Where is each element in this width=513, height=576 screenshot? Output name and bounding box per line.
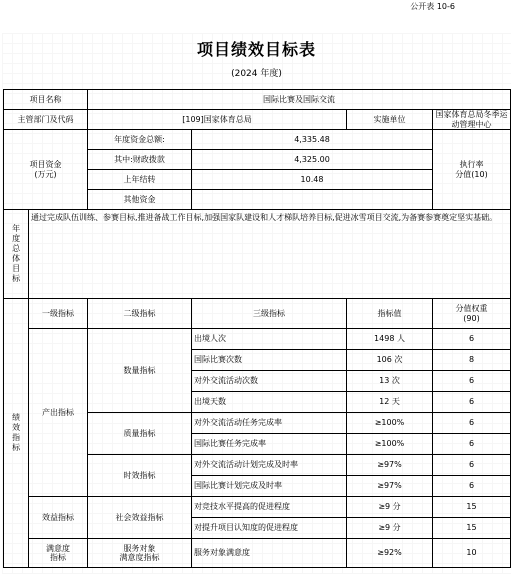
indicator-header: 指标值 xyxy=(347,299,433,329)
indicator-header: 一级指标 xyxy=(29,299,88,329)
performance-target-table xyxy=(3,89,511,568)
project-name-value: 国际比赛及国际交流 xyxy=(88,90,511,110)
level2-indicator: 数量指标 xyxy=(88,329,192,413)
indicator-weight: 6 xyxy=(433,371,511,392)
indicator-value: ≥100% xyxy=(347,413,433,434)
level2-indicator: 服务对象 满意度指标 xyxy=(88,539,192,568)
level2-indicator: 质量指标 xyxy=(88,413,192,455)
impl-label: 实施单位 xyxy=(347,110,433,130)
level3-indicator: 服务对象满意度 xyxy=(192,539,347,568)
level3-indicator: 出境天数 xyxy=(192,392,347,413)
impl-value: 国家体育总局冬季运动管理中心 xyxy=(433,110,511,130)
indicator-header: 分值权重 (90) xyxy=(433,299,511,329)
indicator-value: ≥97% xyxy=(347,476,433,497)
level3-indicator: 国际比赛次数 xyxy=(192,350,347,371)
dept-label: 主管部门及代码 xyxy=(4,110,88,130)
funds-row-value: 4,325.00 xyxy=(192,150,433,170)
indicator-weight: 6 xyxy=(433,392,511,413)
indicator-weight: 8 xyxy=(433,350,511,371)
indicator-value: ≥97% xyxy=(347,455,433,476)
indicator-header: 三级指标 xyxy=(192,299,347,329)
level1-indicator: 产出指标 xyxy=(29,329,88,497)
indicators-section-label: 绩效指标 xyxy=(4,299,29,568)
funds-row-value xyxy=(192,190,433,210)
overall-goal-label: 年度总体目标 xyxy=(4,210,29,299)
level3-indicator: 对竞技水平提高的促进程度 xyxy=(192,497,347,518)
overall-goal-text: 通过完成队伍训练、参赛目标,推进备战工作目标,加强国家队建设和人才梯队培养目标,促进冰雪项目交流,为备赛参赛奠定坚实基础。 xyxy=(29,210,511,299)
level3-indicator: 对外交流活动次数 xyxy=(192,371,347,392)
indicator-weight: 15 xyxy=(433,518,511,539)
project-name-label: 项目名称 xyxy=(4,90,88,110)
funds-label: 项目资金 (万元) xyxy=(4,130,88,210)
level3-indicator: 对外交流活动任务完成率 xyxy=(192,413,347,434)
indicator-value: 106 次 xyxy=(347,350,433,371)
indicator-weight: 6 xyxy=(433,455,511,476)
indicator-weight: 15 xyxy=(433,497,511,518)
level3-indicator: 对外交流活动计划完成及时率 xyxy=(192,455,347,476)
level1-indicator: 效益指标 xyxy=(29,497,88,539)
level3-indicator: 对提升项目认知度的促进程度 xyxy=(192,518,347,539)
funds-row-label: 年度资金总额: xyxy=(88,130,192,150)
level2-indicator: 时效指标 xyxy=(88,455,192,497)
indicator-value: ≥9 分 xyxy=(347,518,433,539)
indicator-value: ≥92% xyxy=(347,539,433,568)
exec-rate-label: 执行率 分值(10) xyxy=(433,130,511,210)
year-subtitle: (2024 年度) xyxy=(231,69,282,79)
indicator-value: ≥9 分 xyxy=(347,497,433,518)
funds-row-label: 其他资金 xyxy=(88,190,192,210)
indicator-value: 12 天 xyxy=(347,392,433,413)
funds-row-value: 10.48 xyxy=(192,170,433,190)
level1-indicator: 满意度 指标 xyxy=(29,539,88,568)
indicator-weight: 6 xyxy=(433,434,511,455)
page-title: 项目绩效目标表 xyxy=(196,40,316,59)
indicator-weight: 6 xyxy=(433,413,511,434)
funds-row-value: 4,335.48 xyxy=(192,130,433,150)
indicator-value: ≥100% xyxy=(347,434,433,455)
level3-indicator: 国际比赛任务完成率 xyxy=(192,434,347,455)
funds-row-label: 上年结转 xyxy=(88,170,192,190)
indicator-value: 1498 人 xyxy=(347,329,433,350)
indicator-weight: 6 xyxy=(433,329,511,350)
indicator-weight: 10 xyxy=(433,539,511,568)
indicator-header: 二级指标 xyxy=(88,299,192,329)
indicator-value: 13 次 xyxy=(347,371,433,392)
level3-indicator: 出境人次 xyxy=(192,329,347,350)
page-id: 公开表 10-6 xyxy=(410,2,455,11)
indicator-weight: 6 xyxy=(433,476,511,497)
level2-indicator: 社会效益指标 xyxy=(88,497,192,539)
funds-row-label: 其中:财政拨款 xyxy=(88,150,192,170)
level3-indicator: 国际比赛计划完成及时率 xyxy=(192,476,347,497)
dept-value: [109]国家体育总局 xyxy=(88,110,347,130)
